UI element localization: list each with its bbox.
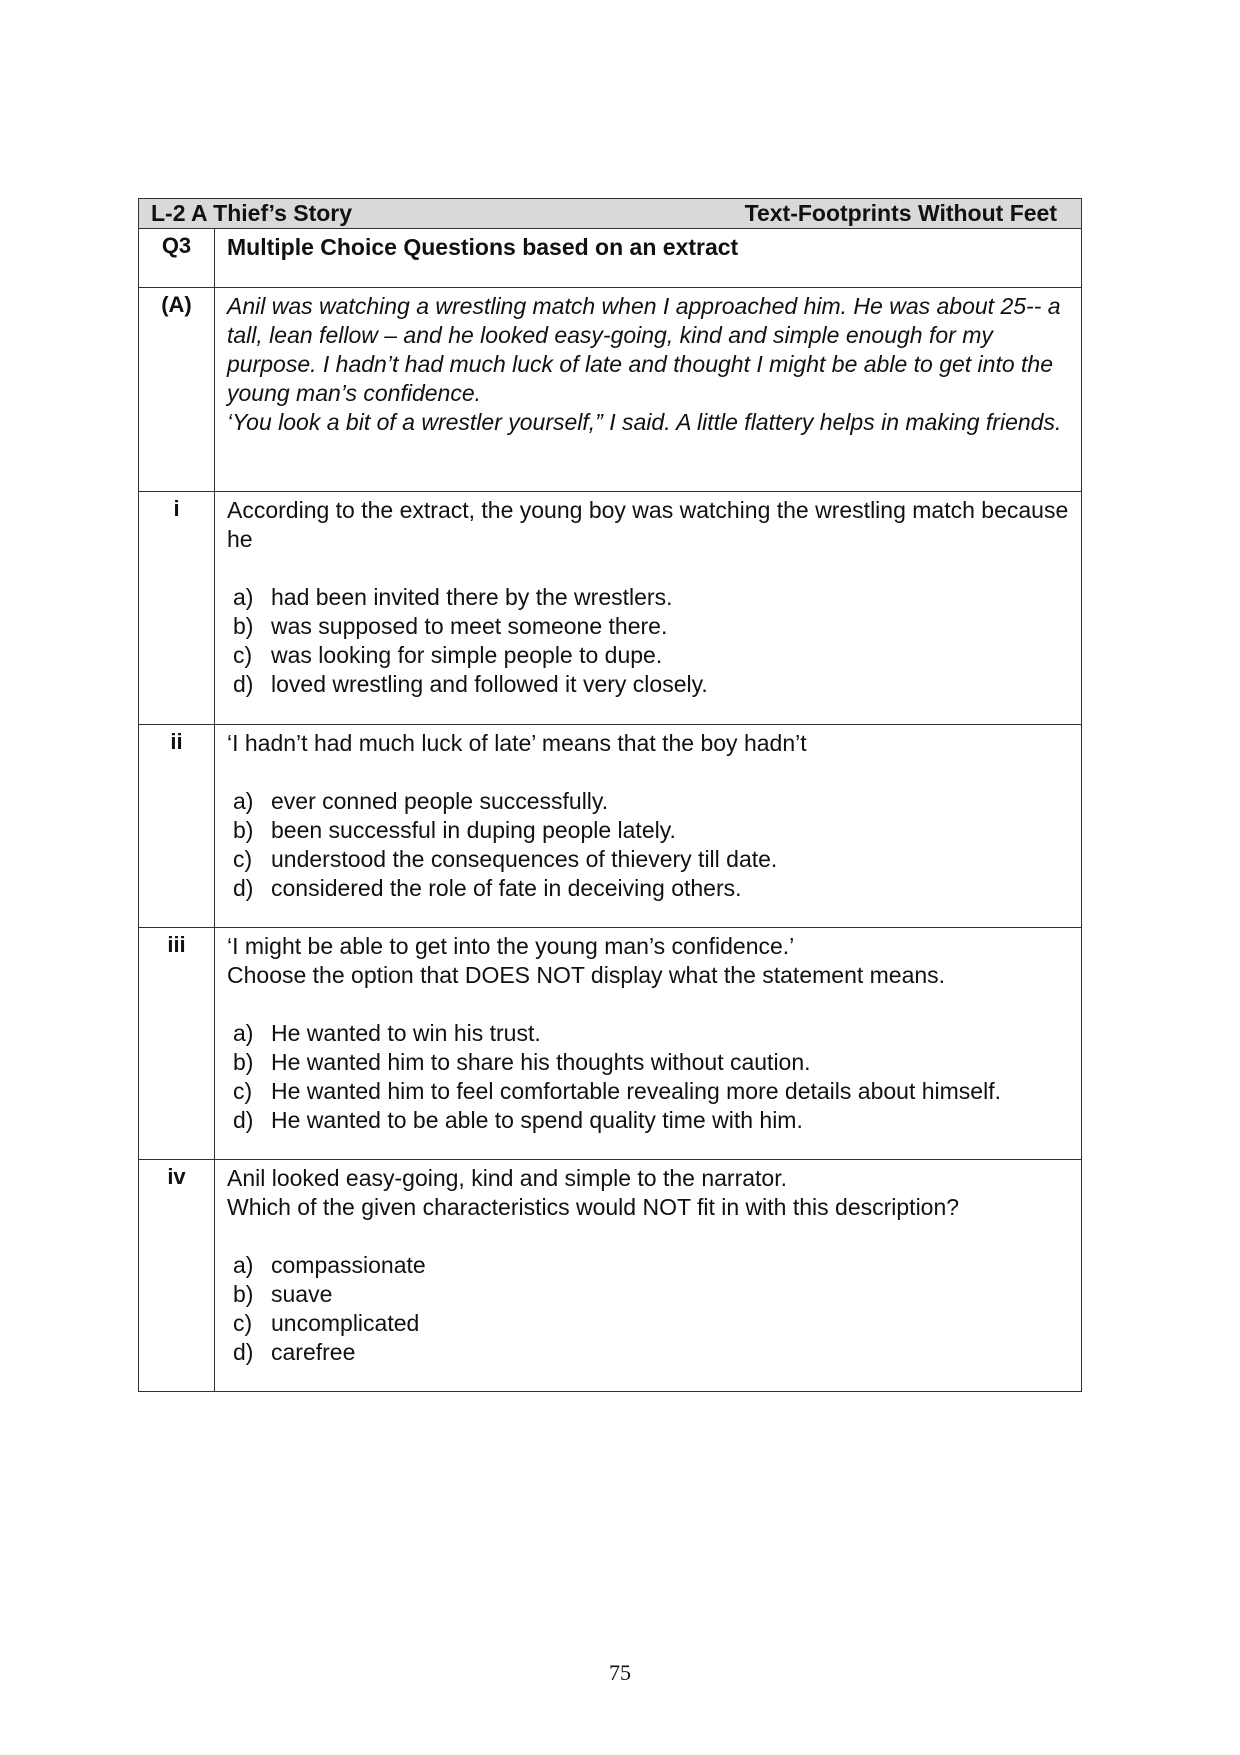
question-row-ii (139, 725, 1081, 928)
question-table (138, 198, 1082, 1392)
table-header (139, 199, 1081, 229)
option-d: d) He wanted to be able to spend quality time with him. (233, 1107, 803, 1133)
option-a: a) compassionate (233, 1252, 426, 1278)
question-number: i (139, 492, 215, 724)
option-c: c) He wanted him to feel comfortable revealing more details about himself. (233, 1078, 1001, 1104)
option-a: a) ever conned people successfully. (233, 788, 609, 814)
option-c: c) uncomplicated (233, 1310, 420, 1336)
page-number: 75 (609, 1660, 631, 1685)
question-body (215, 725, 1081, 927)
question-row-iii (139, 928, 1081, 1160)
textbook-title: Text-Footprints Without Feet (744, 200, 1057, 226)
option-c: c) understood the consequences of thievery till date. (233, 846, 778, 872)
question-body (215, 492, 1081, 724)
option-b: b) suave (233, 1281, 333, 1307)
question-text: ‘I might be able to get into the young man’s confidence.’ (227, 933, 795, 959)
option-a: a) had been invited there by the wrestlers. (233, 584, 673, 610)
option-d: d) carefree (233, 1339, 356, 1365)
question-number: ii (139, 725, 215, 927)
extract-passage (215, 288, 1081, 491)
option-c: c) was looking for simple people to dupe. (233, 642, 663, 668)
section-title: Multiple Choice Questions based on an extract (227, 234, 739, 260)
question-body (215, 928, 1081, 1159)
question-number: iv (139, 1160, 215, 1391)
question-instruction: Which of the given characteristics would NOT fit in with this description? (227, 1194, 960, 1220)
section-row (139, 229, 1081, 288)
option-list (227, 787, 1071, 903)
question-text: Anil looked easy-going, kind and simple to the narrator. (227, 1165, 787, 1191)
extract-text: Anil was watching a wrestling match when I approached him. He was about 25-- a tall, lean fellow – and he looked easy-going, kind and simple enough for my purpose. I hadn’t had much luck of late and thought I might be able to get into the young man’s confidence. (227, 293, 1061, 406)
option-list (227, 583, 1071, 699)
option-a: a) He wanted to win his trust. (233, 1020, 541, 1046)
lesson-title: L-2 A Thief’s Story (151, 200, 353, 226)
extract-label: (A) (139, 288, 215, 491)
option-list (227, 1019, 1071, 1135)
question-text: According to the extract, the young boy was watching the wrestling match because he (227, 497, 1069, 552)
question-row-i (139, 492, 1081, 725)
question-number: iii (139, 928, 215, 1159)
question-body (215, 1160, 1081, 1391)
extract-row (139, 288, 1081, 492)
option-list (227, 1251, 1071, 1367)
question-instruction: Choose the option that DOES NOT display what the statement means. (227, 962, 946, 988)
extract-text-dialogue: ‘You look a bit of a wrestler yourself,” I said. A little flattery helps in making friends. (227, 409, 1062, 435)
section-number: Q3 (139, 229, 215, 287)
option-b: b) He wanted him to share his thoughts without caution. (233, 1049, 811, 1075)
question-row-iv (139, 1160, 1081, 1391)
option-b: b) been successful in duping people lately. (233, 817, 676, 843)
question-text: ‘I hadn’t had much luck of late’ means that the boy hadn’t (227, 730, 807, 756)
option-d: d) loved wrestling and followed it very closely. (233, 671, 708, 697)
option-b: b) was supposed to meet someone there. (233, 613, 668, 639)
option-d: d) considered the role of fate in deceiving others. (233, 875, 742, 901)
